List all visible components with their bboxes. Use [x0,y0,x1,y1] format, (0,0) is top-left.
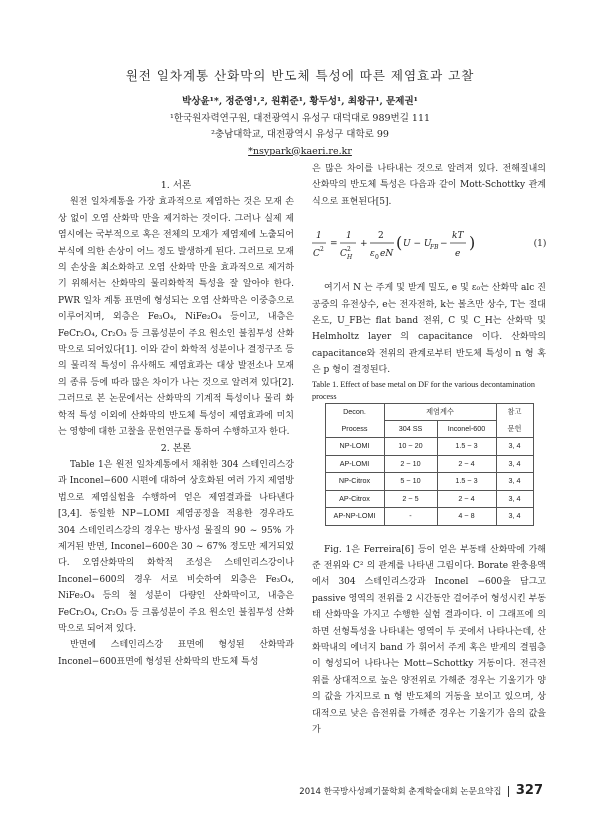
svg-text:C: C [312,249,320,260]
left-column [58,178,294,670]
svg-text:FB: FB [429,244,439,252]
right-column [312,161,546,738]
author-block [0,94,600,160]
cell-process: NP-Citrox [325,473,384,490]
svg-text:+: + [359,239,368,250]
footer-divider [508,786,509,797]
cell-inconel: 2 ~ 4 [437,455,496,472]
affiliation-1: ¹한국원자력연구원, 대전광역시 유성구 대덕대로 989번길 111 [169,112,431,124]
header-304ss: 304 SS [384,421,437,438]
right-paragraph-variables: 여기서 N 는 주게 및 받게 밀도, e 및 ε₀는 산화막 alc 진공중의 유전상수, e는 전자전하, k는 볼츠만 상수, T는 절대온도, U_FB는 flat band 전위, C 및 C_H는 산화막 및 Helmholtz layer 의 capacitance 이다. 산화막의 capacitance와 전위의 관계로부터 반도체 특성이 n 형 혹은 p 형이 결정된다. [312,283,546,376]
cell-ref: 3, 4 [496,473,533,490]
section-1-paragraph: 원전 일차계통을 가장 효과적으로 제염하는 것은 모재 손상 없이 오염 산화막 만을 제거하는 것이다. 그러나 실제 제염시에는 국부적으로 혹은 전체의 모재가 제염제에 노출되어 부식에 의한 손상이 어느 정도 발생하게 된다. 그러므로 모재의 손상을 최소화하고 오염 산화막 만을 효과적으로 제거하기 위해서는 산화막의 물리화학적 특성을 잘 알아야 한다. PWR 일차 계통 표면에 형성되는 오염 산화막은 이중층으로 이루어지며, 외층은 Fe₃O₄, NiFe₂O₄ 등이고, 내층은 FeCr₂O₄, Cr₂O₃ 등 크롬성분이 주요 원소인 불침투성 산화막으로 되어있다[1]. 이와 같이 화학적 성분이나 결정구조 등의 물리적 특성이 유사해도 제염효과는 대상 발전소나 모재의 종류 등에 따라 많은 차이가 나는 것으로 알려져 있다[2]. 그러므로 본 논문에서는 산화막의 기계적 특성이나 물리 화학적 특성 이외에 산화막의 반도체 특성이 제염효과에 미치는 영향에 대한 고찰을 문헌연구를 통하여 수행하고자 한다. [58,197,294,438]
section-2-heading: 2. 본론 [160,442,192,454]
svg-text:C: C [339,249,347,260]
cell-ref: 3, 4 [496,455,533,472]
author-list: 박상윤¹*, 정준영¹,², 원휘준¹, 황두성¹, 최왕규¹, 문제권¹ [182,96,418,107]
svg-text:ε: ε [369,249,375,260]
svg-text:2: 2 [319,246,324,254]
svg-text:0: 0 [374,254,379,262]
cell-process: NP-LOMI [325,438,384,455]
equation-graphic [312,224,512,264]
mott-schottky-equation [312,224,546,264]
header-process: Decon. Process [325,403,384,438]
section-2-paragraph-1: Table 1은 원전 일차계통에서 채취한 304 스테인리스강과 Inconel−600 시편에 대하여 상호화된 여러 가지 제염방법으로 제염실험을 수행하여 얻은 제염결과를 나타낸다[3,4]. 동일한 NP−LOMI 제염공정을 적용한 경우라도 304 스테인리스강의 경우는 방사성 물질의 90 ~ 95% 가 제거된 반면, Inconel−600은 30 ~ 67% 정도만 제거되었다. 오염산화막의 화학적 조성은 스테인리스강이나 Inconel−600의 경우 서로 비슷하여 외층은 Fe₃O₄, NiFe₂O₄ 등의 철 성분이 다량인 산화막이고, 내층은 FeCr₂O₄, Cr₂O₃ 등 크롬성분이 주요 원소인 불침투성 산화막으로 되어져 있다. [58,459,294,634]
section-1-heading: 1. 서론 [160,180,192,191]
cell-304ss: 2 ~ 5 [384,490,437,507]
cell-304ss: 10 ~ 20 [384,438,437,455]
cell-inconel: 4 ~ 8 [437,508,496,525]
table-row [325,490,533,507]
header-reference: 참고 문헌 [496,403,533,438]
cell-process: AP-NP-LOMI [325,508,384,525]
cell-304ss: 5 ~ 10 [384,473,437,490]
cell-304ss: - [384,508,437,525]
svg-text:1: 1 [315,231,322,242]
footer-proceedings-title: 2014 한국방사성폐기물학회 춘계학술대회 논문요약집 [299,787,502,797]
header-df-group: 제염계수 [384,403,496,420]
section-2-paragraph-2: 반면에 스테인리스강 표면에 형성된 산화막과 Inconel−600표면에 형성된 산화막의 반도체 특성 [58,640,294,667]
svg-text:=: = [329,239,338,250]
table-caption: Table 1. Effect of base metal on DF for the various decontamination process [312,379,535,401]
table-row [325,508,533,525]
svg-text:): ) [468,233,475,253]
cell-inconel: 1.5 ~ 3 [437,473,496,490]
svg-text:kT: kT [451,231,464,242]
svg-text:(: ( [395,233,402,253]
cell-ref: 3, 4 [496,508,533,525]
author-email[interactable]: *nsypark@kaeri.re.kr [248,145,352,157]
svg-text:−: − [439,239,448,250]
cell-ref: 3, 4 [496,438,533,455]
equation-number: (1) [533,239,547,250]
cell-inconel: 1.5 ~ 3 [437,438,496,455]
table-row [325,455,533,472]
cell-304ss: 2 ~ 10 [384,455,437,472]
right-paragraph-bottom: Fig. 1은 Ferreira[6] 등이 얻은 부동태 산화막에 가해준 전위와 C² 의 관계를 나타낸 그림이다. Borate 완충용액에서 304 스테인리스강과 Inconel −600을 담그고 passive 영역의 전위를 2 시간동안 걸어주어 형성시킨 부동태 산화막을 가지고 수행한 실험 결과이다. 이 그래프에 의하면 선형특성을 나타내는 영역이 두 곳에서 나타나는데, 산화막내의 에너지 band 가 휘어서 주게 혹은 받게의 결핍층이 형성되어 나타나는 Mott−Schottky 거동이다. 전극전위를 상대적으로 높은 양전위로 가해준 경우는 기울기가 양의 값을 가지므로 n 형 반도체의 거동을 보이고 있으며, 상대적으로 낮은 음전위를 가해준 경우는 기울기가 음의 값을 가 [312,544,546,735]
cell-process: AP-LOMI [325,455,384,472]
svg-text:U − U: U − U [402,239,432,250]
affiliation-2: ²충남대학교, 대전광역시 유성구 대학로 99 [211,129,389,140]
cell-process: AP-Citrox [325,490,384,507]
cell-inconel: 2 ~ 4 [437,490,496,507]
svg-text:H: H [346,254,352,262]
page-number: 327 [515,783,543,798]
svg-text:e: e [454,249,460,260]
cell-ref: 3, 4 [496,490,533,507]
paper-title: 원전 일차계통 산화막의 반도체 특성에 따른 제염효과 고찰 [125,68,475,83]
table-row [325,438,533,455]
header-inconel: Inconel-600 [437,421,496,438]
table-header-row [325,403,533,420]
svg-text:2: 2 [346,246,351,254]
svg-text:2: 2 [377,231,384,242]
right-paragraph-top: 은 많은 차이를 나타내는 것으로 알려져 있다. 전해질내의 산화막의 반도체 특성은 다음과 같이 Mott-Schottky 관계식으로 표현된다[5]. [312,164,546,207]
decontamination-table [325,403,534,526]
svg-text:1: 1 [345,231,352,242]
table-row [325,473,533,490]
svg-text:eN: eN [379,249,393,260]
